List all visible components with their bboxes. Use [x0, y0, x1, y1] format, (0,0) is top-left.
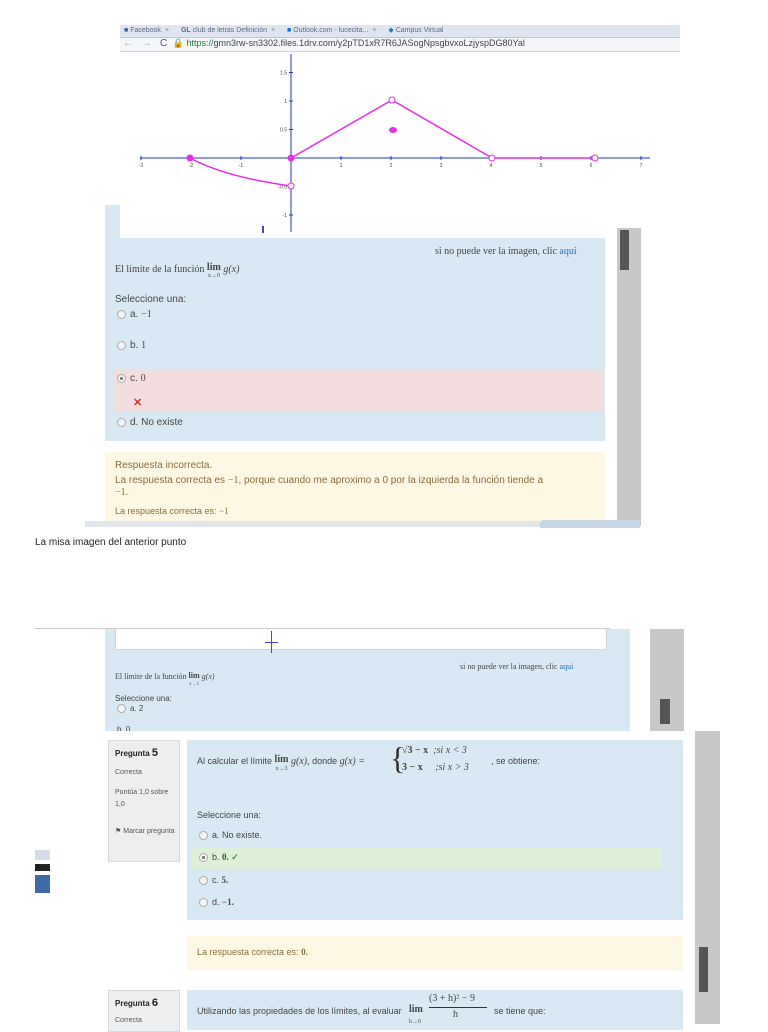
floating-buttons[interactable] [540, 520, 640, 528]
question-2-prompt: El límite de la función lim x→1 g(x) [115, 671, 215, 687]
x-tick-label: 6 [589, 163, 593, 169]
question-number: Pregunta 5 [115, 747, 159, 759]
axis-fragment [262, 226, 264, 233]
back-icon[interactable]: ← [123, 38, 133, 49]
option-b[interactable]: b. 0 [117, 725, 131, 731]
x-tick-label: 4 [489, 163, 493, 169]
scrollbar-thumb[interactable] [660, 699, 670, 724]
x-tick-label: 1 [339, 163, 343, 169]
question-6-prompt-a: Utilizando las propiedades de los límites, al evaluar [197, 1006, 402, 1016]
x-tick-label: 2 [389, 163, 393, 169]
url-scheme: https:// [186, 38, 214, 48]
x-tick-label: -1 [238, 163, 244, 169]
y-tick-label: 0.5 [280, 127, 287, 134]
x-tick-label: -3 [138, 163, 144, 169]
radio-button[interactable] [117, 310, 126, 319]
lim-label: lim h→0 [409, 1004, 423, 1025]
image-link[interactable]: aqui [559, 246, 577, 257]
option-a[interactable]: a. 2 [117, 704, 143, 713]
browser-tab-strip [120, 25, 680, 38]
y-tick-label: 1.5 [280, 70, 287, 77]
question-status: Correcta [115, 1017, 142, 1024]
panel-edge [105, 205, 120, 240]
function-graph [130, 52, 660, 237]
open-point [288, 183, 294, 189]
forward-icon[interactable]: → [141, 38, 152, 49]
question-1-prompt: El límite de la función lim x→0 g(x) [115, 262, 240, 279]
filled-point [288, 155, 295, 162]
filled-point [187, 155, 194, 162]
y-tick-label: -1 [282, 213, 287, 219]
question-6-prompt-b: se tiene que: [494, 1006, 546, 1016]
question-1-panel [105, 238, 605, 441]
feedback-title: Respuesta incorrecta. [115, 460, 213, 471]
radio-button-selected[interactable] [117, 374, 126, 383]
browser-tab[interactable]: ■ Facebook × [124, 27, 170, 34]
reload-icon[interactable]: C [160, 38, 168, 49]
feedback-line-1: La respuesta correcta es −1, porque cuando me aproximo a 0 por la izquierda la función tiende a [115, 475, 544, 486]
image-link[interactable]: aqui [559, 662, 574, 671]
question-status: Correcta [115, 769, 142, 776]
image-area [115, 629, 607, 650]
select-one-label: Seleccione una: [115, 294, 187, 305]
nav-block[interactable] [35, 875, 50, 893]
question-number: Pregunta 6 [115, 997, 159, 1009]
select-one-label: Seleccione una: [115, 694, 172, 703]
question-score: Puntúa 1,0 sobre 1,0 [115, 789, 169, 808]
fraction-bar [429, 1007, 487, 1008]
falling-segment [392, 100, 492, 158]
check-icon: ✓ [231, 852, 239, 862]
question-2-panel [105, 629, 630, 731]
question-5-prompt: Al calcular el límite lim x→3 g(x), donde g(x) = [197, 754, 365, 772]
browser-tab[interactable]: GL club de letras Definición × [180, 27, 276, 34]
option-d[interactable]: d. No existe [117, 417, 183, 428]
axis-fragment [265, 642, 278, 643]
scrollbar-thumb[interactable] [699, 947, 708, 992]
radio-button[interactable] [199, 831, 208, 840]
open-point [389, 97, 395, 103]
x-tick-label: -2 [188, 163, 194, 169]
option-a[interactable]: a. No existe. [199, 830, 262, 840]
option-b[interactable]: b. 1 [117, 340, 146, 351]
option-c-wrong-highlight [113, 370, 603, 412]
scrollbar-thumb[interactable] [620, 230, 629, 270]
radio-button[interactable] [117, 704, 126, 713]
option-c[interactable]: c. 5. [199, 875, 228, 885]
open-point [592, 155, 598, 161]
image-link-text: si no puede ver la imagen, clic aqui [460, 662, 574, 671]
x-tick-label: 7 [639, 163, 643, 169]
open-point [489, 155, 495, 161]
option-d[interactable]: d. −1. [199, 897, 234, 907]
filled-point [389, 127, 397, 133]
question-5-panel [187, 740, 683, 920]
question-6-panel [187, 990, 683, 1030]
radio-button[interactable] [199, 876, 208, 885]
y-tick-label: -0.5 [278, 184, 287, 191]
correct-answer-line: La respuesta correcta es: 0. [197, 947, 308, 957]
option-b-correct-highlight [192, 847, 662, 869]
scrollbar-track[interactable] [650, 629, 684, 731]
browser-tab[interactable]: ■ Outlook.com - lucecita... × [287, 27, 377, 34]
question-5-info [108, 740, 180, 862]
y-tick-label: 1 [284, 99, 287, 105]
rising-segment [291, 100, 392, 158]
x-tick-label: 3 [439, 163, 443, 169]
scrollbar-track[interactable] [695, 731, 720, 1024]
option-c[interactable]: c. 0 [117, 373, 146, 384]
lock-icon: 🔒 [172, 38, 184, 48]
nav-block[interactable] [35, 864, 50, 871]
correct-answer-line: La respuesta correcta es: −1 [115, 506, 229, 516]
case-2: 3 − x ;si x > 3 [402, 762, 469, 773]
image-link-text: si no puede ver la imagen, clic aqui [435, 246, 577, 257]
question-5-feedback [187, 936, 683, 970]
radio-button[interactable] [199, 898, 208, 907]
prompt-end: , se obtiene: [491, 756, 541, 766]
case-1: √3 − x ;si x < 3 [402, 745, 467, 756]
x-tick-label: 5 [539, 163, 543, 169]
url-text: gmn3rw-sn3302.files.1drv.com/y2pTD1xR7R6JASogNpsgbvxoLzjyspDG80Yal [213, 38, 525, 48]
case-brace: { [390, 740, 406, 776]
radio-button-selected[interactable] [199, 853, 208, 862]
select-one-label: Seleccione una: [197, 810, 262, 820]
flag-question[interactable]: ⚑ Marcar pregunta [115, 828, 175, 835]
option-a[interactable]: a. −1 [117, 309, 152, 320]
browser-tab[interactable]: ◆ Campus Virtual [388, 27, 444, 34]
address-bar[interactable] [120, 38, 680, 52]
radio-button[interactable] [117, 418, 126, 427]
question-1-feedback [105, 452, 605, 522]
nav-block[interactable] [35, 850, 50, 860]
wrong-x-icon: ✕ [133, 397, 143, 409]
fraction-numerator: (3 + h)² − 9 [429, 993, 475, 1004]
caption-text: La misa imagen del anterior punto [35, 537, 187, 548]
feedback-line-2: −1. [115, 487, 129, 498]
radio-button[interactable] [117, 341, 126, 350]
fraction-denominator: h [453, 1009, 458, 1020]
question-6-info [108, 990, 180, 1032]
option-b[interactable]: b. 0. ✓ [199, 852, 239, 863]
scrollbar-track[interactable] [617, 228, 641, 526]
flag-icon: ⚑ [115, 828, 122, 835]
